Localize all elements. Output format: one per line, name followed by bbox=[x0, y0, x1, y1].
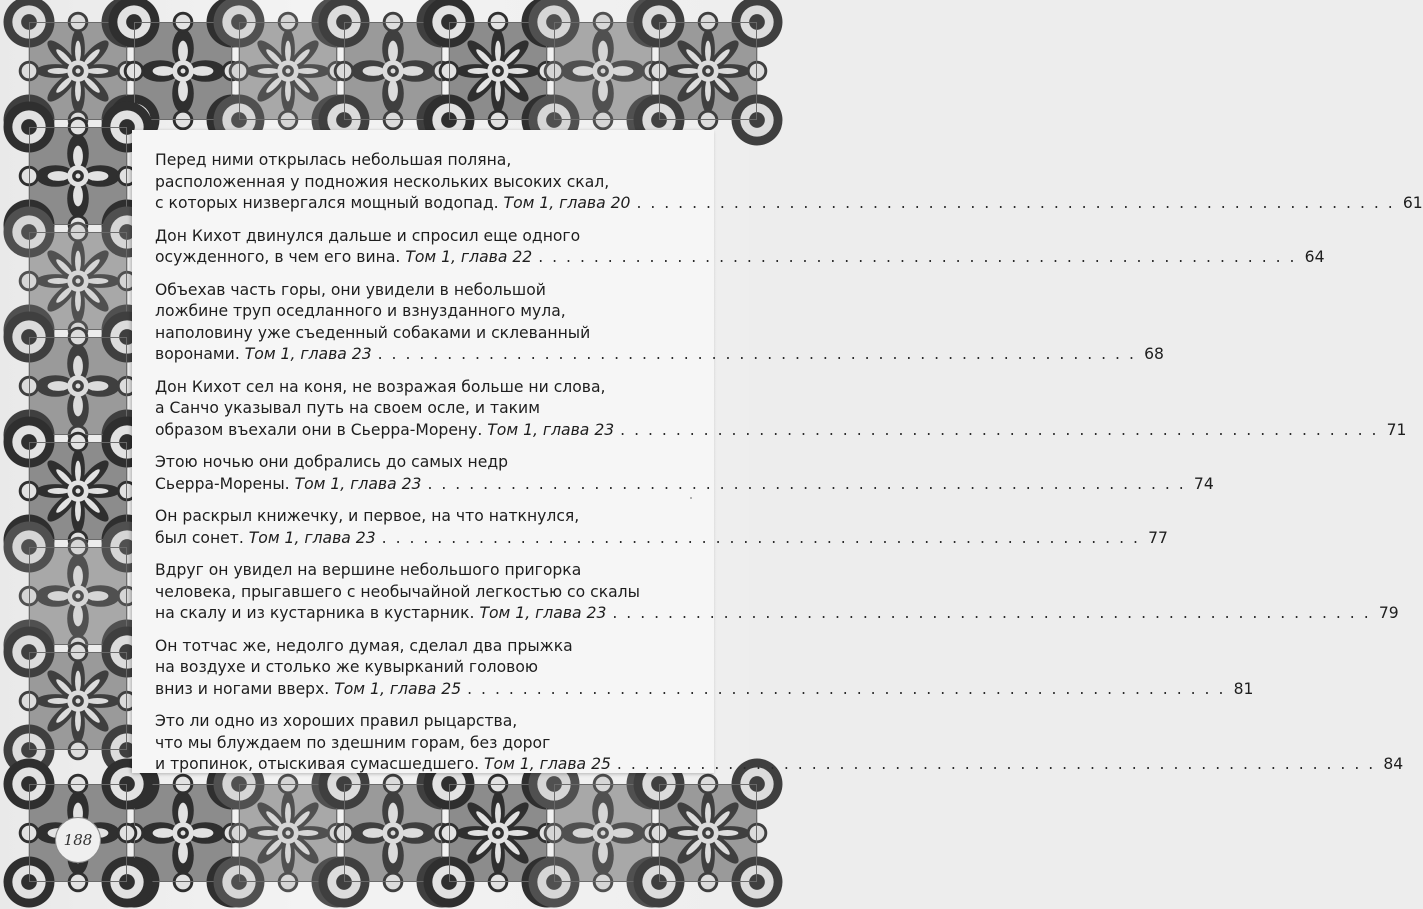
entry-text: на скалу и из кустарника в кустарник. bbox=[155, 604, 475, 622]
ornament-tile bbox=[28, 232, 128, 330]
contents-entry bbox=[155, 452, 1214, 495]
page-ref: 61 bbox=[1402, 194, 1423, 212]
page-ref: 79 bbox=[1378, 604, 1399, 622]
entry-line: человека, прыгавшего с необычайной легкостью со скалы bbox=[155, 582, 640, 601]
contents-entry bbox=[155, 280, 1164, 366]
contents-entry bbox=[155, 377, 1407, 442]
entry-text: воронами. bbox=[155, 345, 240, 363]
contents-entry bbox=[155, 636, 1254, 701]
contents-entry bbox=[155, 150, 1423, 215]
dot-leader: . . . . . . . . . . . . . . . . . . . . . . . . . . . . . . . . . . . . . . . . . . . . . . . . . . . . . . . bbox=[381, 528, 1140, 547]
entry-last-line bbox=[155, 754, 1404, 776]
chapter-reference: Том 1, глава 23 bbox=[487, 420, 615, 439]
contents-list bbox=[155, 150, 1423, 787]
chapter-reference: Том 1, глава 23 bbox=[248, 528, 376, 547]
page-ref: 81 bbox=[1233, 679, 1254, 698]
entry-line: наполовину уже съеденный собаками и склеванный bbox=[155, 323, 591, 342]
ornament-tile bbox=[343, 22, 443, 120]
dot-leader: . . . . . . . . . . . . . . . . . . . . . . . . . . . . . . . . . . . . . . . . . . . . . . . . . . . . . . . bbox=[538, 248, 1297, 266]
dot-leader: . . . . . . . . . . . . . . . . . . . . . . . . . . . . . . . . . . . . . . . . . . . . . . . . . . . . . . . bbox=[427, 474, 1186, 493]
entry-line: что мы блуждаем по здешним горам, без дорог bbox=[155, 733, 551, 752]
ornament-tile bbox=[658, 784, 758, 882]
ornament-tile bbox=[28, 22, 128, 120]
page-ref: 84 bbox=[1383, 755, 1404, 773]
ornament-tile bbox=[238, 784, 338, 882]
ornament-tile bbox=[658, 22, 758, 120]
chapter-reference: Том 1, глава 25 bbox=[484, 755, 611, 773]
entry-line: Дон Кихот сел на коня, не возражая больше ни слова, bbox=[155, 377, 606, 396]
entry-line: а Санчо указывал путь на своем осле, и таким bbox=[155, 399, 540, 417]
page-ref: 68 bbox=[1144, 345, 1164, 363]
chapter-reference: Том 1, глава 23 bbox=[244, 345, 372, 363]
chapter-reference: Том 1, глава 23 bbox=[479, 604, 607, 622]
ornament-tile bbox=[133, 22, 233, 120]
entry-last-line bbox=[155, 603, 1399, 625]
page-ref: 77 bbox=[1148, 528, 1168, 547]
entry-text: с которых низвергался мощный водопад. bbox=[155, 194, 499, 212]
speck bbox=[690, 497, 692, 499]
ornament-tile bbox=[448, 22, 548, 120]
entry-line: Дон Кихот двинулся дальше и спросил еще одного bbox=[155, 226, 581, 245]
entry-text: был сонет. bbox=[155, 528, 244, 547]
entry-text: вниз и ногами вверх. bbox=[155, 679, 330, 698]
entry-last-line bbox=[155, 474, 1214, 496]
entry-line: Он тотчас же, недолго думая, сделал два прыжка bbox=[155, 636, 573, 655]
entry-last-line bbox=[155, 193, 1423, 215]
ornament-tile bbox=[238, 22, 338, 120]
entry-line: Вдруг он увидел на вершине небольшого пригорка bbox=[155, 561, 582, 579]
page-number-badge: 188 bbox=[55, 817, 101, 863]
ornament-tile bbox=[553, 784, 653, 882]
dot-leader: . . . . . . . . . . . . . . . . . . . . . . . . . . . . . . . . . . . . . . . . . . . . . . . . . . . . . . . bbox=[620, 420, 1379, 439]
entry-line: Объехав часть горы, они увидели в небольшой bbox=[155, 280, 546, 299]
ornament-tile bbox=[133, 784, 233, 882]
contents-entry bbox=[155, 560, 1399, 625]
dot-leader: . . . . . . . . . . . . . . . . . . . . . . . . . . . . . . . . . . . . . . . . . . . . . . . . . . . . . . . bbox=[467, 679, 1226, 698]
dot-leader: . . . . . . . . . . . . . . . . . . . . . . . . . . . . . . . . . . . . . . . . . . . . . . . . . . . . . . . bbox=[377, 345, 1136, 363]
dot-leader: . . . . . . . . . . . . . . . . . . . . . . . . . . . . . . . . . . . . . . . . . . . . . . . . . . . . . . . bbox=[616, 755, 1376, 773]
dot-leader: . . . . . . . . . . . . . . . . . . . . . . . . . . . . . . . . . . . . . . . . . . . . . . . . . . . . . . . bbox=[612, 604, 1371, 622]
ornament-tile bbox=[28, 547, 128, 645]
entry-line: Это ли одно из хороших правил рыцарства, bbox=[155, 712, 518, 730]
page-ref: 74 bbox=[1193, 474, 1214, 493]
dot-leader: . . . . . . . . . . . . . . . . . . . . . . . . . . . . . . . . . . . . . . . . . . . . . . . . . . . . . . . bbox=[636, 194, 1395, 212]
ornament-tile bbox=[343, 784, 443, 882]
entry-text: Сьерра-Морены. bbox=[155, 474, 290, 493]
entry-last-line bbox=[155, 420, 1407, 442]
entry-last-line bbox=[155, 528, 1168, 550]
entry-last-line bbox=[155, 247, 1325, 269]
entry-last-line bbox=[155, 679, 1254, 701]
contents-entry bbox=[155, 711, 1404, 776]
ornament-tile bbox=[448, 784, 548, 882]
chapter-reference: Том 1, глава 25 bbox=[334, 679, 462, 698]
entry-text: осужденного, в чем его вина. bbox=[155, 248, 401, 266]
entry-text: и тропинок, отыскивая сумасшедшего. bbox=[155, 755, 480, 773]
ornament-tile bbox=[553, 22, 653, 120]
entry-line: на воздухе и столько же кувырканий головою bbox=[155, 658, 539, 676]
contents-entry bbox=[155, 506, 1168, 549]
chapter-reference: Том 1, глава 20 bbox=[503, 194, 631, 212]
entry-line: Он раскрыл книжечку, и первое, на что наткнулся, bbox=[155, 507, 580, 525]
entry-line: Этою ночью они добрались до самых недр bbox=[155, 453, 508, 471]
chapter-reference: Том 1, глава 23 bbox=[294, 474, 422, 493]
entry-line: Перед ними открылась небольшая поляна, bbox=[155, 151, 512, 169]
contents-entry bbox=[155, 226, 1325, 269]
ornament-tile bbox=[28, 652, 128, 750]
ornament-tile bbox=[28, 127, 128, 225]
entry-text: образом въехали они в Сьерра-Морену. bbox=[155, 420, 483, 439]
entry-last-line bbox=[155, 344, 1164, 366]
page-ref: 64 bbox=[1304, 248, 1325, 266]
page-ref: 71 bbox=[1386, 420, 1407, 439]
chapter-reference: Том 1, глава 22 bbox=[405, 248, 533, 266]
entry-line: ложбине труп оседланного и взнузданного мула, bbox=[155, 302, 566, 320]
ornament-tile bbox=[28, 337, 128, 435]
entry-line: расположенная у подножия нескольких высоких скал, bbox=[155, 172, 610, 191]
ornament-tile bbox=[28, 442, 128, 540]
